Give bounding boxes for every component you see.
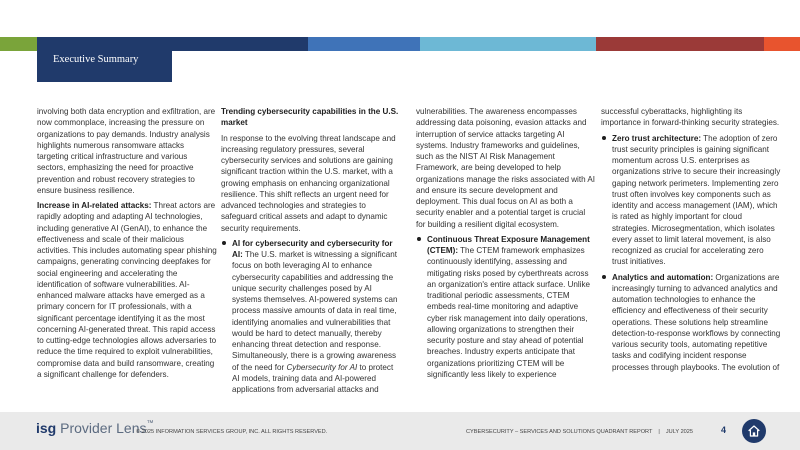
lead-in: Continuous Threat Exposure Management (CTEM): [427, 234, 590, 255]
section-title: Executive Summary [53, 54, 139, 65]
home-icon [748, 425, 760, 437]
report-title: CYBERSECURITY – SERVICES AND SOLUTIONS QUADRANT REPORT [466, 429, 653, 435]
lead-in: Zero trust architecture: [612, 133, 702, 143]
paragraph: vulnerabilities. The awareness encompasses addressing data poisoning, evasion attacks and interruption of service attacks targeting AI systems. Industry frameworks and guidelines, such as the NIST AI Risk Management Framework, are being developed to help organizations manage the risks associated with AI and ensure its secure development and deployment. This dual focus on AI as both a security enabler and a potential target is crucial for building a resilient digital ecosystem. [416, 107, 596, 229]
report-info [466, 429, 693, 435]
page-number: 4 [721, 425, 727, 435]
paragraph: involving both data encryption and exfiltration, are now commonplace, increasing the pressure on organizations to pay demands. Industry analysis highlights numerous ransomware attacks targeting critical infrastructure and various sectors, emphasizing the need for proactive prevention and robust recovery strategies to ensure business resilience. [37, 107, 216, 195]
section-tag [37, 37, 172, 82]
lead-in: AI for cybersecurity and cybersecurity for AI: [232, 238, 393, 259]
paragraph: Increase in AI-related attacks: Threat actors are rapidly adopting and adapting AI technologies, including generative AI (GenAI), to enhance the effectiveness and scale of their malicious activities. This includes automating spear phishing campaigns, generating convincing deepfakes for social engineering and accelerating the identification of software vulnerabilities. AI-enhanced malware attacks have emerged as a primary concern for IT professionals, with a significant percentage identifying it as the most concerning AI-generated threat. This rapid access to cutting-edge technologies allows adversaries to reduce the time required to exploit vulnerabilities, compromise data and build ransomware, creating a significant challenge for defenders. [37, 201, 217, 379]
bullet-item: Continuous Threat Exposure Management (CTEM): The CTEM framework emphasizes continuously identifying, assessing and mitigating risks posed by cyberthreats across an organization's entire attack surface. Unlike traditional periodic assessments, CTEM embeds real-time monitoring and adaptive cyber risk management into daily operations, allowing organizations to strengthen their security posture and stay ahead of potential breaches. Industry experts anticipate that organizations prioritizing CTEM will be significantly less likely to experience [416, 234, 596, 380]
section-heading: Trending cybersecurity capabilities in the U.S. market [221, 107, 399, 128]
text-column-4 [601, 106, 781, 373]
lead-in: Increase in AI-related attacks: [37, 201, 152, 210]
bullet-item: Zero trust architecture: The adoption of zero trust security principles is gaining significant momentum across U.S. enterprises as organizations strive to secure their increasingly gaping network perimeters. Implementing zero trust often involves key components such as identity and access management (IAM), which is rated as highly important for cloud strategies. Microsegmentation, which isolates every asset to limit lateral movement, is also recognized as crucial for accelerating zero trust initiatives. [601, 133, 781, 268]
text-column-2 [221, 106, 401, 395]
paragraph: successful cyberattacks, highlighting its importance in forward-thinking security strategies. [601, 107, 780, 128]
report-date: JULY 2025 [665, 429, 694, 435]
home-button[interactable] [742, 419, 766, 443]
lead-in: Analytics and automation: [612, 272, 714, 282]
copyright-text: © 2025 INFORMATION SERVICES GROUP, INC. ALL RIGHTS RESERVED. [136, 429, 328, 435]
footer-separator: | [658, 429, 660, 435]
text-column-3 [416, 106, 596, 380]
text-column-1 [37, 106, 217, 380]
bullet-item: AI for cybersecurity and cybersecurity for AI: The U.S. market is witnessing a significant focus on both leveraging AI to enhance cybersecurity capabilities and addressing the unique security challenges posed by AI systems themselves. AI-powered systems can process massive amounts of data in real time, identifying anomalies and vulnerabilities that would be hard to detect manually, thereby enhancing threat detection and response. Simultaneously, there is a growing awareness of the need for Cybersecurity for AI to protect AI models, training data and AI-powered applications from adversarial attacks and [221, 238, 401, 396]
paragraph: In response to the evolving threat landscape and increasing regulatory pressures, several cybersecurity services and solutions are gaining significant traction within the U.S. market, with a growing emphasis on enhancing organizational resilience. This shift reflects an urgent need for advanced technologies and strategies to safeguard critical assets and adapt to dynamic security requirements. [221, 133, 396, 233]
bullet-item: Analytics and automation: Organizations are increasingly turning to advanced analytics and automation technologies to enhance the efficiency and effectiveness of their security operations. These solutions help streamline detection-to-response workflows by connecting various security tools, automating repetitive tasks and codifying incident response processes through playbooks. The evolution of [601, 272, 781, 373]
isg-provider-lens-logo: isg Provider Lens™ [36, 420, 154, 436]
